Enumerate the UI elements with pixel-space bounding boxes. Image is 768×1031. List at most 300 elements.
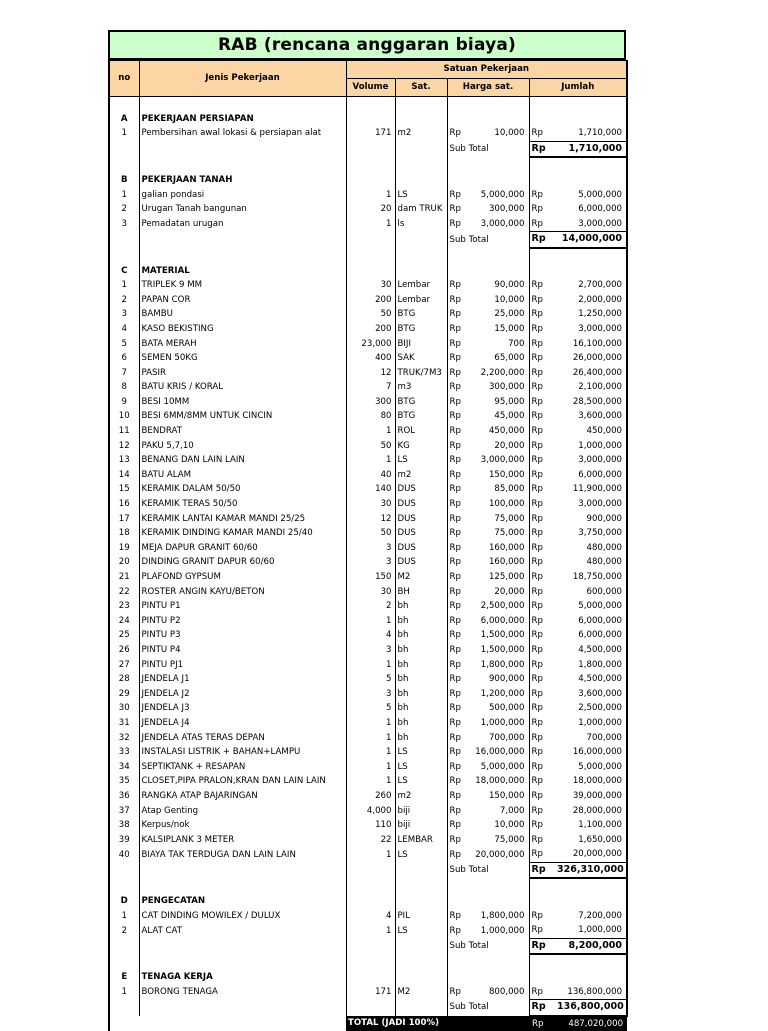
header-jumlah: Jumlah <box>529 79 627 97</box>
rab-table <box>108 60 628 1031</box>
item-harga: 700 <box>468 337 529 352</box>
item-jumlah-currency: Rp <box>529 217 555 232</box>
cell-sat <box>395 1000 447 1016</box>
item-volume: 1 <box>346 760 395 775</box>
table-row <box>109 804 627 819</box>
total-value: 487,020,000 <box>555 1016 627 1031</box>
item-harga: 160,000 <box>468 541 529 556</box>
table-row <box>109 526 627 541</box>
item-jumlah-currency: Rp <box>529 804 555 819</box>
cell-harga <box>468 112 529 127</box>
item-name: Atap Genting <box>139 804 346 819</box>
item-harga-currency: Rp <box>447 818 468 833</box>
item-harga: 100,000 <box>468 497 529 512</box>
cell-harga <box>468 970 529 985</box>
item-harga-currency: Rp <box>447 614 468 629</box>
item-harga-currency: Rp <box>447 701 468 716</box>
item-harga-currency: Rp <box>447 497 468 512</box>
item-harga: 10,000 <box>468 126 529 141</box>
item-unit: ROL <box>395 424 447 439</box>
item-name: PINTU P3 <box>139 628 346 643</box>
subtotal-row <box>109 141 627 157</box>
item-harga-currency: Rp <box>447 804 468 819</box>
item-no: 2 <box>109 923 139 938</box>
item-no: 25 <box>109 628 139 643</box>
item-jumlah-currency: Rp <box>529 409 555 424</box>
table-row <box>109 628 627 643</box>
item-jumlah-currency: Rp <box>529 599 555 614</box>
item-jumlah: 5,000,000 <box>555 188 627 203</box>
item-name: BORONG TENAGA <box>139 985 346 1000</box>
table-row <box>109 512 627 527</box>
item-jumlah: 4,500,000 <box>555 672 627 687</box>
item-name: JENDELA J2 <box>139 687 346 702</box>
item-jumlah-currency: Rp <box>529 731 555 746</box>
item-harga: 18,000,000 <box>468 774 529 789</box>
table-row <box>109 322 627 337</box>
item-jumlah-currency: Rp <box>529 202 555 217</box>
item-harga: 15,000 <box>468 322 529 337</box>
item-volume: 23,000 <box>346 337 395 352</box>
item-name: BENANG DAN LAIN LAIN <box>139 453 346 468</box>
item-jumlah: 900,000 <box>555 512 627 527</box>
table-row <box>109 789 627 804</box>
cell-job <box>139 97 346 112</box>
table-row <box>109 395 627 410</box>
item-harga-currency: Rp <box>447 923 468 938</box>
item-volume: 1 <box>346 453 395 468</box>
item-name: PAKU 5,7,10 <box>139 439 346 454</box>
item-unit: LS <box>395 774 447 789</box>
cell-volume <box>346 264 395 279</box>
item-jumlah: 1,250,000 <box>555 307 627 322</box>
item-harga-currency: Rp <box>447 126 468 141</box>
item-no: 2 <box>109 293 139 308</box>
item-volume: 300 <box>346 395 395 410</box>
item-harga: 45,000 <box>468 409 529 424</box>
item-harga-currency: Rp <box>447 293 468 308</box>
item-harga-currency: Rp <box>447 985 468 1000</box>
table-row <box>109 307 627 322</box>
header-harga: Harga sat. <box>447 79 529 97</box>
item-volume: 1 <box>346 217 395 232</box>
item-harga-currency: Rp <box>447 453 468 468</box>
cell-harga <box>468 878 529 894</box>
item-name: PAPAN COR <box>139 293 346 308</box>
item-harga-currency: Rp <box>447 847 468 862</box>
item-unit: DUS <box>395 482 447 497</box>
item-no: 37 <box>109 804 139 819</box>
item-no: 29 <box>109 687 139 702</box>
cell-jumlah <box>555 264 627 279</box>
section-name: MATERIAL <box>139 264 346 279</box>
item-jumlah-currency: Rp <box>529 658 555 673</box>
cell-volume <box>346 157 395 173</box>
item-unit: M2 <box>395 985 447 1000</box>
item-no: 3 <box>109 217 139 232</box>
item-harga: 10,000 <box>468 818 529 833</box>
item-harga-currency: Rp <box>447 774 468 789</box>
item-jumlah: 480,000 <box>555 541 627 556</box>
item-no: 17 <box>109 512 139 527</box>
item-unit: DUS <box>395 526 447 541</box>
item-jumlah-currency: Rp <box>529 293 555 308</box>
table-row <box>109 380 627 395</box>
header-no: no <box>109 61 139 97</box>
table-row <box>109 482 627 497</box>
item-name: KERAMIK DALAM 50/50 <box>139 482 346 497</box>
item-unit: bh <box>395 687 447 702</box>
item-jumlah: 6,000,000 <box>555 628 627 643</box>
table-row <box>109 424 627 439</box>
item-jumlah: 1,000,000 <box>555 439 627 454</box>
item-no: 38 <box>109 818 139 833</box>
table-row <box>109 614 627 629</box>
item-no: 10 <box>109 409 139 424</box>
cell-jumlah <box>555 878 627 894</box>
cell-job <box>139 248 346 264</box>
rab-table-body <box>109 61 627 1031</box>
item-harga-currency: Rp <box>447 731 468 746</box>
item-harga-currency: Rp <box>447 570 468 585</box>
item-volume: 50 <box>346 526 395 541</box>
item-volume: 140 <box>346 482 395 497</box>
item-name: JENDELA J3 <box>139 701 346 716</box>
table-row <box>109 126 627 141</box>
cell-job <box>139 954 346 970</box>
item-no: 1 <box>109 909 139 924</box>
cell-volume <box>346 938 395 954</box>
item-unit: LS <box>395 453 447 468</box>
item-jumlah-currency: Rp <box>529 789 555 804</box>
item-jumlah-currency: Rp <box>529 570 555 585</box>
item-volume: 1 <box>346 614 395 629</box>
cell-harga <box>468 264 529 279</box>
item-unit: BIJI <box>395 337 447 352</box>
subtotal-value: 8,200,000 <box>555 938 627 954</box>
item-unit: m3 <box>395 380 447 395</box>
table-row <box>109 497 627 512</box>
subtotal-currency: Rp <box>529 141 555 157</box>
item-jumlah: 16,100,000 <box>555 337 627 352</box>
item-no: 22 <box>109 585 139 600</box>
item-unit: dam TRUK <box>395 202 447 217</box>
item-no: 20 <box>109 555 139 570</box>
item-volume: 30 <box>346 585 395 600</box>
table-row <box>109 731 627 746</box>
item-no: 34 <box>109 760 139 775</box>
item-harga: 2,200,000 <box>468 366 529 381</box>
item-jumlah: 5,000,000 <box>555 760 627 775</box>
sheet-title: RAB (rencana anggaran biaya) <box>108 30 626 60</box>
item-volume: 30 <box>346 497 395 512</box>
cell-jumlah <box>555 173 627 188</box>
table-row <box>109 833 627 848</box>
item-harga: 150,000 <box>468 468 529 483</box>
table-row <box>109 716 627 731</box>
header-satuan: Satuan Pekerjaan <box>346 61 627 79</box>
item-unit: bh <box>395 599 447 614</box>
item-jumlah: 3,600,000 <box>555 409 627 424</box>
item-jumlah: 600,000 <box>555 585 627 600</box>
item-unit: bh <box>395 672 447 687</box>
table-row <box>109 217 627 232</box>
item-jumlah-currency: Rp <box>529 322 555 337</box>
item-harga-currency: Rp <box>447 322 468 337</box>
item-jumlah-currency: Rp <box>529 628 555 643</box>
item-jumlah-currency: Rp <box>529 833 555 848</box>
section-name: PEKERJAAN TANAH <box>139 173 346 188</box>
cell-jumlah-rp <box>529 173 555 188</box>
item-harga: 3,000,000 <box>468 453 529 468</box>
item-name: DINDING GRANIT DAPUR 60/60 <box>139 555 346 570</box>
item-harga-currency: Rp <box>447 409 468 424</box>
item-no: 27 <box>109 658 139 673</box>
item-name: RANGKA ATAP BAJARINGAN <box>139 789 346 804</box>
table-row <box>109 555 627 570</box>
item-harga-currency: Rp <box>447 658 468 673</box>
item-jumlah-currency: Rp <box>529 614 555 629</box>
table-row <box>109 188 627 203</box>
cell-job <box>139 862 346 878</box>
item-no: 21 <box>109 570 139 585</box>
item-unit: DUS <box>395 512 447 527</box>
table-row <box>109 701 627 716</box>
item-harga: 25,000 <box>468 307 529 322</box>
item-jumlah-currency: Rp <box>529 985 555 1000</box>
item-harga: 1,000,000 <box>468 716 529 731</box>
section-name: PENGECATAN <box>139 894 346 909</box>
item-unit: bh <box>395 731 447 746</box>
item-name: PLAFOND GYPSUM <box>139 570 346 585</box>
cell-no <box>109 954 139 970</box>
item-no: 12 <box>109 439 139 454</box>
item-jumlah: 3,000,000 <box>555 322 627 337</box>
item-harga: 700,000 <box>468 731 529 746</box>
item-harga: 900,000 <box>468 672 529 687</box>
item-volume: 1 <box>346 731 395 746</box>
item-volume: 1 <box>346 716 395 731</box>
cell-no <box>109 97 139 112</box>
item-volume: 30 <box>346 278 395 293</box>
item-jumlah: 6,000,000 <box>555 202 627 217</box>
cell-harga <box>468 248 529 264</box>
item-volume: 150 <box>346 570 395 585</box>
item-jumlah-currency: Rp <box>529 468 555 483</box>
item-unit: DUS <box>395 555 447 570</box>
item-no: 1 <box>109 278 139 293</box>
item-jumlah: 2,500,000 <box>555 701 627 716</box>
item-unit: BTG <box>395 395 447 410</box>
cell-harga <box>468 157 529 173</box>
item-name: PASIR <box>139 366 346 381</box>
total-blank <box>109 1016 346 1031</box>
item-jumlah: 11,900,000 <box>555 482 627 497</box>
item-harga-currency: Rp <box>447 687 468 702</box>
item-unit: bh <box>395 628 447 643</box>
item-jumlah-currency: Rp <box>529 526 555 541</box>
cell-sat <box>395 173 447 188</box>
item-harga: 1,800,000 <box>468 658 529 673</box>
cell-harga-rp <box>447 157 468 173</box>
item-volume: 1 <box>346 424 395 439</box>
item-name: CLOSET,PIPA PRALON,KRAN DAN LAIN LAIN <box>139 774 346 789</box>
table-row <box>109 745 627 760</box>
item-jumlah-currency: Rp <box>529 701 555 716</box>
table-row <box>109 453 627 468</box>
subtotal-label: Sub Total <box>447 862 529 878</box>
item-no: 30 <box>109 701 139 716</box>
item-jumlah: 4,500,000 <box>555 643 627 658</box>
item-jumlah-currency: Rp <box>529 366 555 381</box>
item-name: PINTU P1 <box>139 599 346 614</box>
cell-harga-rp <box>447 954 468 970</box>
item-harga-currency: Rp <box>447 366 468 381</box>
item-volume: 3 <box>346 541 395 556</box>
item-jumlah: 3,600,000 <box>555 687 627 702</box>
item-volume: 1 <box>346 188 395 203</box>
item-harga-currency: Rp <box>447 745 468 760</box>
item-harga-currency: Rp <box>447 439 468 454</box>
item-jumlah-currency: Rp <box>529 774 555 789</box>
item-jumlah-currency: Rp <box>529 424 555 439</box>
item-harga-currency: Rp <box>447 833 468 848</box>
item-harga-currency: Rp <box>447 672 468 687</box>
item-jumlah-currency: Rp <box>529 909 555 924</box>
section-header-row <box>109 112 627 127</box>
item-harga: 1,500,000 <box>468 643 529 658</box>
item-harga: 75,000 <box>468 512 529 527</box>
item-harga-currency: Rp <box>447 585 468 600</box>
subtotal-currency: Rp <box>529 1000 555 1016</box>
table-row <box>109 366 627 381</box>
item-unit: Lembar <box>395 278 447 293</box>
item-volume: 1 <box>346 923 395 938</box>
item-no: 7 <box>109 366 139 381</box>
item-jumlah-currency: Rp <box>529 188 555 203</box>
item-jumlah-currency: Rp <box>529 541 555 556</box>
item-unit: PIL <box>395 909 447 924</box>
item-harga-currency: Rp <box>447 789 468 804</box>
item-harga-currency: Rp <box>447 599 468 614</box>
section-name: TENAGA KERJA <box>139 970 346 985</box>
subtotal-value: 1,710,000 <box>555 141 627 157</box>
item-name: BATA MERAH <box>139 337 346 352</box>
item-name: ROSTER ANGIN KAYU/BETON <box>139 585 346 600</box>
cell-job <box>139 232 346 248</box>
item-harga-currency: Rp <box>447 337 468 352</box>
item-harga: 450,000 <box>468 424 529 439</box>
item-unit: BTG <box>395 322 447 337</box>
cell-harga-rp <box>447 173 468 188</box>
cell-harga-rp <box>447 894 468 909</box>
item-name: BIAYA TAK TERDUGA DAN LAIN LAIN <box>139 847 346 862</box>
cell-harga <box>468 954 529 970</box>
cell-sat <box>395 112 447 127</box>
item-no: 28 <box>109 672 139 687</box>
item-harga: 150,000 <box>468 789 529 804</box>
item-harga-currency: Rp <box>447 909 468 924</box>
cell-volume <box>346 894 395 909</box>
table-row <box>109 760 627 775</box>
cell-volume <box>346 173 395 188</box>
table-row <box>109 599 627 614</box>
item-no: 6 <box>109 351 139 366</box>
cell-no <box>109 938 139 954</box>
item-no: 31 <box>109 716 139 731</box>
item-harga: 1,200,000 <box>468 687 529 702</box>
subtotal-row <box>109 938 627 954</box>
item-unit: LS <box>395 923 447 938</box>
subtotal-label: Sub Total <box>447 141 529 157</box>
item-unit: TRUK/7M3 <box>395 366 447 381</box>
item-jumlah: 16,000,000 <box>555 745 627 760</box>
table-row <box>109 468 627 483</box>
cell-volume <box>346 954 395 970</box>
cell-volume <box>346 248 395 264</box>
spacer-row <box>109 97 627 112</box>
cell-volume <box>346 232 395 248</box>
table-row <box>109 439 627 454</box>
item-unit: LEMBAR <box>395 833 447 848</box>
item-no: 13 <box>109 453 139 468</box>
item-jumlah-currency: Rp <box>529 453 555 468</box>
table-row <box>109 351 627 366</box>
item-volume: 12 <box>346 366 395 381</box>
cell-jumlah-rp <box>529 248 555 264</box>
header-jenis: Jenis Pekerjaan <box>139 61 346 97</box>
item-no: 33 <box>109 745 139 760</box>
item-jumlah-currency: Rp <box>529 745 555 760</box>
item-no: 1 <box>109 126 139 141</box>
table-row <box>109 643 627 658</box>
item-no: 35 <box>109 774 139 789</box>
item-name: JENDELA J1 <box>139 672 346 687</box>
subtotal-row <box>109 1000 627 1016</box>
header-sat: Sat. <box>395 79 447 97</box>
item-jumlah-currency: Rp <box>529 847 555 862</box>
item-jumlah: 1,000,000 <box>555 716 627 731</box>
item-jumlah: 18,000,000 <box>555 774 627 789</box>
section-code: E <box>109 970 139 985</box>
item-harga-currency: Rp <box>447 512 468 527</box>
item-jumlah-currency: Rp <box>529 395 555 410</box>
cell-jumlah-rp <box>529 112 555 127</box>
item-volume: 2 <box>346 599 395 614</box>
cell-jumlah <box>555 112 627 127</box>
item-jumlah-currency: Rp <box>529 497 555 512</box>
item-jumlah: 480,000 <box>555 555 627 570</box>
item-jumlah-currency: Rp <box>529 643 555 658</box>
item-volume: 4,000 <box>346 804 395 819</box>
table-row <box>109 585 627 600</box>
item-no: 18 <box>109 526 139 541</box>
spacer-row <box>109 157 627 173</box>
cell-harga-rp <box>447 264 468 279</box>
table-row <box>109 774 627 789</box>
table-row <box>109 818 627 833</box>
item-volume: 171 <box>346 126 395 141</box>
item-jumlah-currency: Rp <box>529 126 555 141</box>
item-volume: 110 <box>346 818 395 833</box>
table-row <box>109 658 627 673</box>
item-harga: 500,000 <box>468 701 529 716</box>
section-code: B <box>109 173 139 188</box>
item-volume: 4 <box>346 628 395 643</box>
item-name: ALAT CAT <box>139 923 346 938</box>
item-volume: 20 <box>346 202 395 217</box>
item-jumlah-currency: Rp <box>529 687 555 702</box>
